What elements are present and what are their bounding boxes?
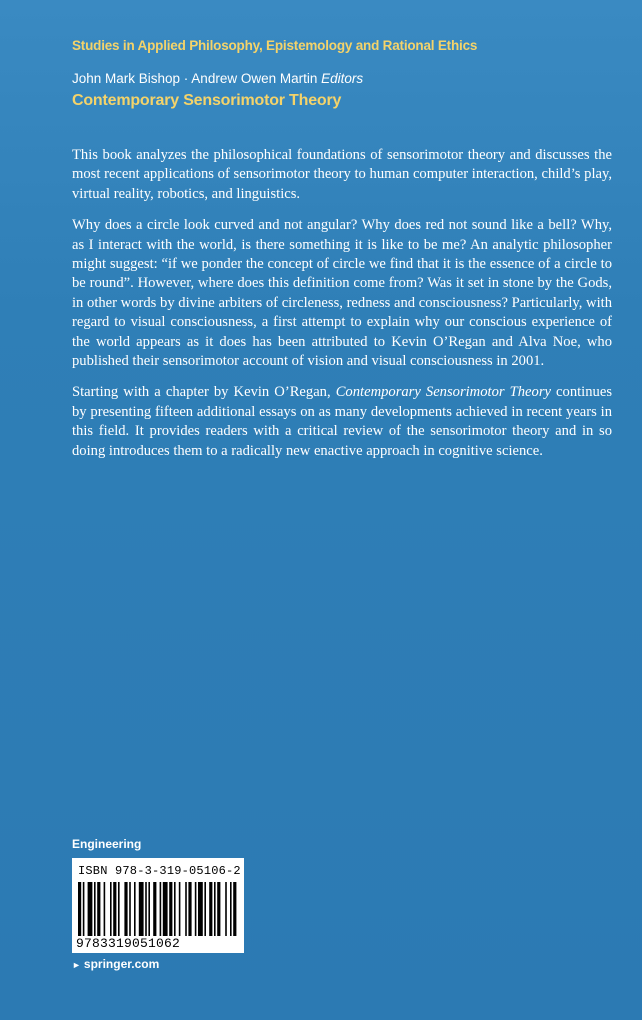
description — [72, 146, 612, 461]
editors-line — [72, 71, 612, 86]
publisher-link[interactable] — [72, 957, 159, 971]
isbn-label: ISBN 978-3-319-05106-2 — [78, 864, 241, 878]
barcode-bar — [83, 882, 85, 938]
barcode-bar — [195, 882, 197, 938]
barcode-bar — [104, 882, 106, 938]
barcode-bar — [230, 882, 232, 938]
barcode-bar — [78, 882, 81, 938]
barcode-bar — [204, 882, 206, 938]
barcode-bar — [198, 882, 203, 938]
editors-role: Editors — [321, 71, 364, 86]
barcode-bar — [148, 882, 150, 938]
description-paragraph-3-end: continues by presenting fifteen additional essays on as many developments achieved in recent years in this field. It provides readers with a critical review of the sensorimotor theory and in so doing introduces them to a radically new enactive approach in cognitive science. — [72, 384, 612, 459]
barcode-bar — [145, 882, 147, 938]
description-paragraph-2: Why does a circle look curved and not angular? Why does red not sound like a bell? Why, as I interact with the world, is there something it is like to be me? An analytic philosopher might suggest: “if we ponder the concept of circle we find that it is the essence of a circle to be round”. However, where does this definition come from? Was it set in stone by the Gods, in other words by divine arbiters of circleness, redness and consciousness? Particularly, with regard to visual consciousness, a first attempt to explain why our conscious experience of the world appears as it does has been attributed to Kevin O’Regan and Alva Noe, who published their sensorimotor account of vision and visual consciousness in 2001. — [72, 217, 612, 370]
barcode-bar — [134, 882, 136, 938]
barcode-digits: 9783319051062 — [76, 936, 242, 951]
barcode-bar — [94, 882, 96, 938]
barcode — [72, 858, 244, 953]
barcode-bar — [185, 882, 187, 938]
barcode-bar — [163, 882, 168, 938]
barcode-bar — [97, 882, 100, 938]
barcode-bar — [160, 882, 162, 938]
barcode-bar — [188, 882, 191, 938]
barcode-bar — [233, 882, 236, 938]
barcode-bar — [217, 882, 220, 938]
barcode-bar — [225, 882, 227, 938]
barcode-bar — [113, 882, 116, 938]
barcode-bar — [174, 882, 176, 938]
barcode-bar — [118, 882, 120, 938]
description-paragraph-3 — [72, 383, 612, 461]
barcode-bar — [124, 882, 127, 938]
description-paragraph-3-start: Starting with a chapter by Kevin O’Regan, — [72, 384, 336, 401]
barcode-bar — [88, 882, 93, 938]
barcode-bar — [169, 882, 172, 938]
barcode-bar — [153, 882, 156, 938]
barcode-bar — [139, 882, 144, 938]
description-paragraph-1: This book analyzes the philosophical foundations of sensorimotor theory and discusses the most recent applications of sensorimotor theory to human computer interaction, child’s play, virtual reality, robotics, and linguistics. — [72, 147, 612, 202]
barcode-bars — [78, 882, 238, 938]
series-title: Studies in Applied Philosophy, Epistemology and Rational Ethics — [72, 38, 478, 53]
barcode-bar — [179, 882, 181, 938]
editor-names: John Mark Bishop · Andrew Owen Martin — [72, 71, 318, 86]
description-book-title-italic: Contemporary Sensorimotor Theory — [335, 384, 551, 401]
barcode-bar — [214, 882, 216, 938]
barcode-bar — [209, 882, 212, 938]
publisher-url: springer.com — [83, 957, 160, 971]
arrow-right-icon: ► — [72, 960, 81, 970]
book-title: Contemporary Sensorimotor Theory — [72, 92, 342, 109]
barcode-bar — [129, 882, 131, 938]
barcode-bar — [110, 882, 112, 938]
subject-category: Engineering — [72, 837, 142, 851]
